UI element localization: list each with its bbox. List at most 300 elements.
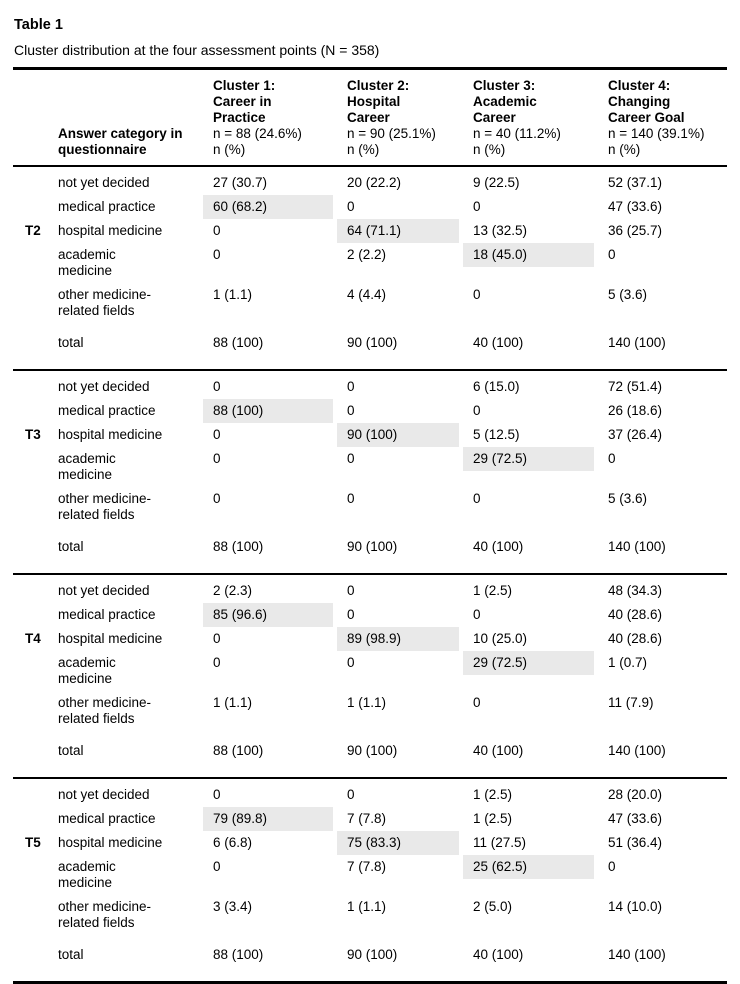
value-cell: [463, 807, 598, 831]
category-cell: [58, 166, 203, 195]
cluster-1-name-3: Practice: [213, 110, 266, 125]
header-cluster-2: [337, 69, 463, 167]
value-cell: [463, 195, 598, 219]
period-label-cell: [13, 831, 58, 855]
value-text: 85 (96.6): [203, 603, 333, 627]
period-label: T4: [25, 631, 41, 646]
header-row: [13, 69, 727, 167]
period-label-cell: [13, 370, 58, 399]
cluster-2-name-2: Hospital: [347, 94, 401, 109]
value-cell: [337, 895, 463, 935]
category-cell: [58, 487, 203, 527]
value-text: 1 (2.5): [473, 583, 513, 598]
category-cell: [58, 283, 203, 323]
value-cell: [463, 935, 598, 983]
value-cell: [203, 283, 337, 323]
value-cell-highlighted: [337, 831, 463, 855]
category-cell: [58, 243, 203, 283]
value-cell: [598, 731, 727, 778]
value-cell: [598, 831, 727, 855]
value-text: 0: [347, 787, 355, 802]
value-cell: [337, 603, 463, 627]
value-text: 0: [608, 247, 616, 262]
value-cell: [203, 370, 337, 399]
value-text: 1 (0.7): [608, 655, 648, 670]
category-label: total: [58, 539, 84, 554]
period-label-cell: [13, 423, 58, 447]
value-text: 0: [213, 859, 221, 874]
cluster-distribution-table: [13, 67, 727, 984]
category-label: medical practice: [58, 199, 156, 214]
value-text: 18 (45.0): [463, 243, 594, 267]
value-text: 1 (1.1): [347, 695, 387, 710]
value-text: 0: [347, 379, 355, 394]
table-row: [13, 370, 727, 399]
table-row: [13, 323, 727, 370]
category-label: hospital medicine: [58, 631, 163, 646]
value-text: 1 (1.1): [347, 899, 387, 914]
value-cell: [598, 166, 727, 195]
value-text: 40 (100): [473, 335, 524, 350]
table-title: Table 1: [14, 17, 63, 33]
category-label: medical practice: [58, 403, 156, 418]
value-cell: [337, 651, 463, 691]
value-cell: [337, 574, 463, 603]
table-row: [13, 166, 727, 195]
value-text: 29 (72.5): [463, 651, 594, 675]
value-text: 7 (7.8): [347, 811, 387, 826]
value-text: 5 (12.5): [473, 427, 520, 442]
table-row: [13, 831, 727, 855]
value-text: 140 (100): [608, 743, 666, 758]
category-cell: [58, 574, 203, 603]
value-text: 88 (100): [213, 947, 264, 962]
value-cell: [203, 527, 337, 574]
value-cell: [203, 691, 337, 731]
value-text: 60 (68.2): [203, 195, 333, 219]
value-cell: [203, 166, 337, 195]
value-cell: [598, 243, 727, 283]
value-text: 90 (100): [347, 335, 398, 350]
value-text: 0: [347, 607, 355, 622]
value-text: 13 (32.5): [473, 223, 528, 238]
value-cell-highlighted: [337, 219, 463, 243]
value-cell: [463, 731, 598, 778]
value-cell: [337, 195, 463, 219]
category-label: total: [58, 743, 84, 758]
value-cell: [463, 574, 598, 603]
period-label-cell: [13, 447, 58, 487]
value-cell: [598, 807, 727, 831]
category-cell: [58, 627, 203, 651]
value-cell-highlighted: [337, 627, 463, 651]
table-row: [13, 627, 727, 651]
value-cell: [463, 423, 598, 447]
category-label: other medicine-related fields: [58, 287, 152, 318]
value-cell: [463, 219, 598, 243]
assessment-block-t5: [13, 778, 727, 983]
value-text: 1 (2.5): [473, 811, 513, 826]
value-cell: [203, 423, 337, 447]
period-label-cell: [13, 195, 58, 219]
category-label: not yet decided: [58, 787, 150, 802]
value-cell: [203, 574, 337, 603]
value-cell: [463, 166, 598, 195]
value-text: 4 (4.4): [347, 287, 387, 302]
period-label-cell: [13, 855, 58, 895]
value-text: 0: [608, 451, 616, 466]
value-cell-highlighted: [463, 447, 598, 487]
value-cell: [463, 831, 598, 855]
value-cell: [463, 895, 598, 935]
category-cell: [58, 778, 203, 807]
value-text: 0: [347, 583, 355, 598]
value-text: 0: [213, 631, 221, 646]
value-text: 11 (7.9): [608, 695, 654, 710]
period-label-cell: [13, 243, 58, 283]
value-cell: [598, 778, 727, 807]
value-cell: [598, 219, 727, 243]
value-text: 0: [213, 787, 221, 802]
category-cell: [58, 603, 203, 627]
value-text: 1 (1.1): [213, 287, 253, 302]
value-cell: [337, 166, 463, 195]
table-row: [13, 527, 727, 574]
value-text: 47 (33.6): [608, 199, 663, 214]
value-cell: [337, 370, 463, 399]
value-text: 89 (98.9): [337, 627, 459, 651]
category-cell: [58, 527, 203, 574]
value-text: 2 (2.3): [213, 583, 253, 598]
value-cell: [463, 691, 598, 731]
value-text: 88 (100): [213, 539, 264, 554]
cluster-2-name-3: Career: [347, 110, 390, 125]
category-cell: [58, 370, 203, 399]
category-label: not yet decided: [58, 379, 150, 394]
header-cluster-3: [463, 69, 598, 167]
cluster-2-unit: n (%): [347, 142, 380, 157]
value-cell: [337, 855, 463, 895]
value-text: 40 (100): [473, 947, 524, 962]
value-text: 0: [213, 379, 221, 394]
category-cell: [58, 807, 203, 831]
value-cell: [598, 399, 727, 423]
value-cell: [203, 831, 337, 855]
period-label: T5: [25, 835, 41, 850]
category-label: other medicine-related fields: [58, 899, 152, 930]
value-text: 90 (100): [337, 423, 459, 447]
value-text: 27 (30.7): [213, 175, 268, 190]
cluster-3-unit: n (%): [473, 142, 506, 157]
category-cell: [58, 323, 203, 370]
value-text: 0: [213, 427, 221, 442]
value-text: 0: [347, 403, 355, 418]
cluster-1-n: n = 88 (24.6%): [213, 126, 302, 141]
category-label: total: [58, 947, 84, 962]
value-text: 0: [608, 859, 616, 874]
value-text: 29 (72.5): [463, 447, 594, 471]
period-label-cell: [13, 323, 58, 370]
value-cell: [598, 603, 727, 627]
table-row: [13, 603, 727, 627]
value-cell: [598, 691, 727, 731]
value-text: 2 (5.0): [473, 899, 513, 914]
table-row: [13, 423, 727, 447]
value-cell: [337, 447, 463, 487]
value-text: 5 (3.6): [608, 287, 648, 302]
period-label-cell: [13, 166, 58, 195]
value-cell: [337, 487, 463, 527]
value-text: 48 (34.3): [608, 583, 663, 598]
value-cell-highlighted: [203, 603, 337, 627]
value-text: 25 (62.5): [463, 855, 594, 879]
value-text: 0: [213, 491, 221, 506]
table-row: [13, 399, 727, 423]
table-row: [13, 283, 727, 323]
value-cell: [337, 778, 463, 807]
period-label: T3: [25, 427, 41, 442]
value-text: 90 (100): [347, 947, 398, 962]
value-cell: [463, 323, 598, 370]
value-text: 75 (83.3): [337, 831, 459, 855]
value-text: 0: [347, 451, 355, 466]
cluster-3-name-2: Academic: [473, 94, 537, 109]
period-label-cell: [13, 651, 58, 691]
cluster-4-n: n = 140 (39.1%): [608, 126, 705, 141]
category-cell: [58, 651, 203, 691]
period-label-cell: [13, 778, 58, 807]
value-text: 1 (2.5): [473, 787, 513, 802]
table-header: [13, 69, 727, 167]
value-cell-highlighted: [203, 807, 337, 831]
assessment-block-t3: [13, 370, 727, 574]
category-label: not yet decided: [58, 175, 150, 190]
category-cell: [58, 895, 203, 935]
assessment-block-t4: [13, 574, 727, 778]
value-text: 47 (33.6): [608, 811, 663, 826]
category-label: academic medicine: [58, 247, 116, 278]
table-row: [13, 243, 727, 283]
value-text: 90 (100): [347, 743, 398, 758]
category-cell: [58, 399, 203, 423]
value-cell: [337, 731, 463, 778]
category-cell: [58, 831, 203, 855]
period-label-cell: [13, 527, 58, 574]
value-cell: [203, 778, 337, 807]
value-text: 0: [213, 451, 221, 466]
category-label: medical practice: [58, 811, 156, 826]
category-label: hospital medicine: [58, 223, 163, 238]
value-cell: [203, 627, 337, 651]
value-cell: [598, 574, 727, 603]
assessment-block-t2: [13, 166, 727, 370]
value-text: 72 (51.4): [608, 379, 663, 394]
table-row: [13, 935, 727, 983]
period-label-cell: [13, 935, 58, 983]
category-label: hospital medicine: [58, 427, 163, 442]
value-text: 0: [347, 199, 355, 214]
value-cell: [337, 323, 463, 370]
value-text: 40 (28.6): [608, 607, 663, 622]
value-cell-highlighted: [463, 243, 598, 283]
value-text: 5 (3.6): [608, 491, 648, 506]
value-text: 3 (3.4): [213, 899, 253, 914]
value-text: 2 (2.2): [347, 247, 387, 262]
value-cell: [463, 603, 598, 627]
value-text: 0: [213, 655, 221, 670]
period-label-cell: [13, 807, 58, 831]
value-cell-highlighted: [203, 195, 337, 219]
value-cell: [203, 731, 337, 778]
period-label-cell: [13, 574, 58, 603]
table-row: [13, 219, 727, 243]
cluster-1-name-2: Career in: [213, 94, 272, 109]
value-text: 88 (100): [203, 399, 333, 423]
table-row: [13, 855, 727, 895]
value-text: 0: [473, 695, 481, 710]
value-text: 52 (37.1): [608, 175, 663, 190]
value-text: 140 (100): [608, 335, 666, 350]
value-text: 0: [347, 655, 355, 670]
category-cell: [58, 219, 203, 243]
value-cell-highlighted: [337, 423, 463, 447]
category-label: academic medicine: [58, 859, 116, 890]
value-cell: [203, 243, 337, 283]
value-text: 88 (100): [213, 335, 264, 350]
period-label-cell: [13, 603, 58, 627]
value-text: 0: [473, 607, 481, 622]
value-cell: [598, 423, 727, 447]
cluster-3-name-3: Career: [473, 110, 516, 125]
category-label: not yet decided: [58, 583, 150, 598]
value-cell: [337, 527, 463, 574]
value-text: 1 (1.1): [213, 695, 253, 710]
category-cell: [58, 423, 203, 447]
period-label-cell: [13, 219, 58, 243]
category-cell: [58, 855, 203, 895]
period-label-cell: [13, 731, 58, 778]
value-cell-highlighted: [463, 651, 598, 691]
table-row: [13, 778, 727, 807]
value-text: 0: [473, 199, 481, 214]
value-cell: [463, 487, 598, 527]
value-text: 0: [347, 491, 355, 506]
value-text: 88 (100): [213, 743, 264, 758]
period-label-cell: [13, 691, 58, 731]
table-row: [13, 651, 727, 691]
value-text: 140 (100): [608, 947, 666, 962]
cluster-2-n: n = 90 (25.1%): [347, 126, 436, 141]
value-cell: [203, 487, 337, 527]
value-cell: [463, 527, 598, 574]
category-cell: [58, 195, 203, 219]
value-text: 14 (10.0): [608, 899, 663, 914]
category-cell: [58, 691, 203, 731]
value-text: 26 (18.6): [608, 403, 663, 418]
table-row: [13, 807, 727, 831]
cluster-1-unit: n (%): [213, 142, 246, 157]
category-label: other medicine-related fields: [58, 491, 152, 522]
value-cell: [337, 243, 463, 283]
table-row: [13, 195, 727, 219]
value-cell: [203, 219, 337, 243]
value-cell: [203, 447, 337, 487]
value-text: 64 (71.1): [337, 219, 459, 243]
value-cell: [598, 195, 727, 219]
cluster-4-name: Cluster 4:: [608, 78, 671, 93]
category-label: academic medicine: [58, 451, 116, 482]
period-label-cell: [13, 283, 58, 323]
cluster-4-unit: n (%): [608, 142, 641, 157]
value-cell: [337, 935, 463, 983]
period-label-cell: [13, 895, 58, 935]
value-text: 0: [473, 403, 481, 418]
value-cell: [598, 651, 727, 691]
table-row: [13, 487, 727, 527]
value-cell: [203, 651, 337, 691]
category-cell: [58, 731, 203, 778]
category-label: total: [58, 335, 84, 350]
value-text: 40 (100): [473, 743, 524, 758]
table-row: [13, 731, 727, 778]
value-text: 79 (89.8): [203, 807, 333, 831]
table-row: [13, 895, 727, 935]
value-cell: [598, 370, 727, 399]
value-text: 51 (36.4): [608, 835, 663, 850]
value-cell: [463, 399, 598, 423]
category-label: other medicine-related fields: [58, 695, 152, 726]
value-cell: [337, 283, 463, 323]
header-answer-category: Answer category in questionnaire: [58, 126, 183, 157]
value-text: 40 (100): [473, 539, 524, 554]
value-cell: [598, 447, 727, 487]
header-cluster-1: [203, 69, 337, 167]
value-text: 40 (28.6): [608, 631, 663, 646]
value-text: 20 (22.2): [347, 175, 402, 190]
value-cell: [598, 627, 727, 651]
value-cell: [463, 627, 598, 651]
value-text: 11 (27.5): [473, 835, 527, 850]
period-label: T2: [25, 223, 41, 238]
table-row: [13, 691, 727, 731]
value-text: 36 (25.7): [608, 223, 663, 238]
table-caption: Cluster distribution at the four assessment points (N = 358): [14, 42, 380, 58]
value-cell: [598, 895, 727, 935]
period-label-cell: [13, 627, 58, 651]
value-cell: [337, 691, 463, 731]
cluster-4-name-2: Changing: [608, 94, 671, 109]
category-label: hospital medicine: [58, 835, 163, 850]
value-cell: [203, 323, 337, 370]
value-cell: [598, 487, 727, 527]
value-cell-highlighted: [203, 399, 337, 423]
value-text: 37 (26.4): [608, 427, 663, 442]
value-text: 90 (100): [347, 539, 398, 554]
period-label-cell: [13, 399, 58, 423]
value-text: 28 (20.0): [608, 787, 663, 802]
value-text: 0: [213, 223, 221, 238]
value-cell: [598, 527, 727, 574]
cluster-2-name: Cluster 2:: [347, 78, 410, 93]
value-text: 0: [473, 491, 481, 506]
value-text: 9 (22.5): [473, 175, 520, 190]
cluster-3-n: n = 40 (11.2%): [473, 126, 561, 141]
value-cell: [463, 370, 598, 399]
header-cluster-4: [598, 69, 727, 167]
category-cell: [58, 935, 203, 983]
category-cell: [58, 447, 203, 487]
value-cell: [463, 778, 598, 807]
